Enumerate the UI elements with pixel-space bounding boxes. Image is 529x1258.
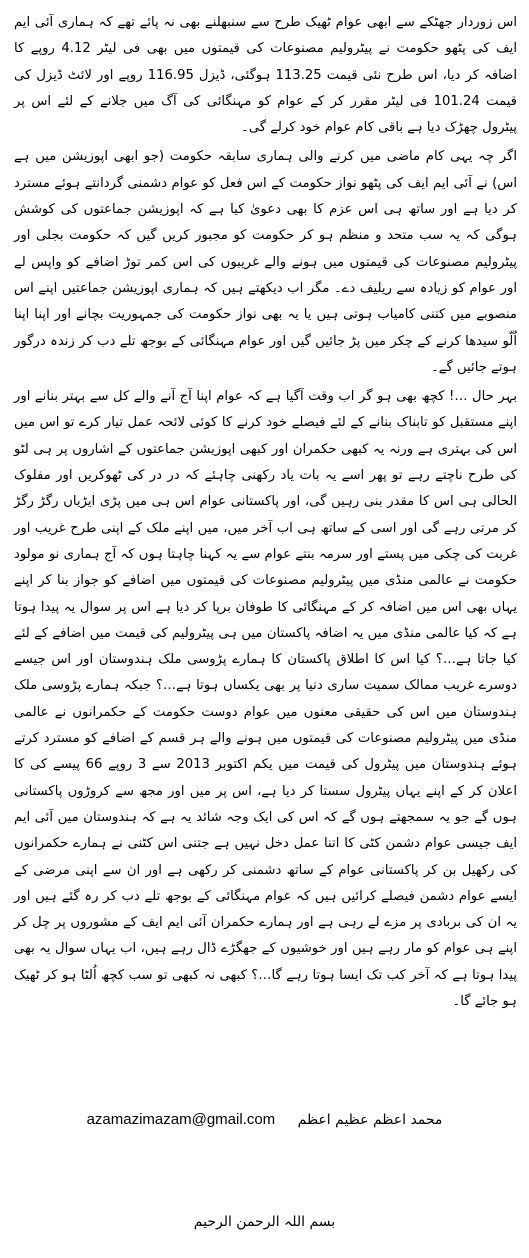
author-signature (0, 1110, 529, 1130)
article-paragraph: اس زوردار جھٹکے سے ابھی عوام ٹھیک طرح سے سنبھلنے بھی نہ پائے تھے کہ ہماری آئی ایم ایف کی پٹھو حکومت نے پیٹرولیم مصنوعات کی قیمتوں میں بھی فی لیٹر 4.12 روپے کا اضافہ کر دیا، اس طرح نئی قیمت 113.25 ہوگئی، ڈیزل 116.95 روپے اور لائٹ ڈیزل کی قیمت 101.24 فی لیٹر مقرر کر کے عوام کو مہنگائی کی آگ میں جلانے کے لئے اس پر پیٹرول چھڑک دیا ہے باقی کام عوام خود کرلے گی۔ (14, 15, 518, 136)
author-email[interactable]: azamazimazam@gmail.com (86, 1111, 276, 1128)
bismillah-text: بسم اللہ الرحمن الرحیم (193, 1214, 336, 1230)
article-paragraph: اگر چہ یہی کام ماضی میں کرنے والی ہماری سابقہ حکومت (جو ابھی اپوزیشن میں ہے اس) نے آئی ایم ایف کی پٹھو نواز حکومت کے اس فعل کو عوام دشمنی گردانتے ہوئے مسترد کر دیا ہے اور ساتھ ہی اس عزم کا بھی دعویٰ کیا ہے کہ اپوزیشن جماعتوں کی کوشش ہوگی کہ یہ سب متحد و منظم ہو کر حکومت کو مجبور کریں گیں کہ حکومت بجلی اور پیٹرولیم مصنوعات کی قیمتوں میں ہونے والے غریبوں کی اس کمر توڑ اضافے کو واپس لے اور عوام کو زیادہ سے ریلیف دے۔ مگر اب دیکھتے ہیں کہ ہماری اپوزیشن جماعتیں اپنے اس منصوبے میں کتنی کامیاب ہوتی ہیں یا یہ بھی نواز حکومت کی جمہوریت بچانے اور اپنا اپنا اُلّو سیدھا کرنے کے چکر میں پڑ جائیں گیں اور عوام مہنگائی کے بوجھ تلے دب کر زندہ درگور ہوتے جائیں گے۔ (14, 149, 517, 375)
article-body (14, 10, 517, 1015)
article-paragraph: بہر حال …! کچھ بھی ہو گر اب وقت آگیا ہے کہ عوام اپنا آج آنے والے کل سے بہتر بنانے اور اپنے مستقبل کو تابناک بنانے کے لئے فیصلے خود کرنے کا کوئی لائحہ عمل تیار کرے تو اس میں اس کی بہتری ہے ورنہ یہ کبھی حکمران اور کبھی اپوزیشن جماعتوں کے اشاروں پر ہی لٹو کی طرح ناچتے رہے تو پھر اسے یہ بات یاد رکھنی چاہئے کہ در در کی ٹھوکریں اور مفلوک الحالی ہی اس کا مقدر بنی رہیں گی، اور پاکستانی عوام اس ہی میں پڑی ایڑیاں رگڑ رگڑ کر مرتی رہے گی اور اسی کے ساتھ ہی اب آخر میں، میں اپنے ملک کے اپنی طرح غریب اور غربت کی چکی میں پستے اور سرمہ بنتے عوام سے یہ کہنا چاہتا ہوں کہ آج ہماری نو مولود حکومت نے عالمی منڈی میں پیٹرولیم مصنوعات کی قیمتوں میں اضافے کو جواز بنا کر اپنے یہاں بھی اس میں اضافہ کر کے مہنگائی کا طوفان برپا کر دیا ہے اس پر سوال یہ پیدا ہوتا ہے کہ کیا عالمی منڈی میں یہ اضافہ پاکستان میں ہی پیٹرولیم کی قیمت میں اضافے کے لئے کیا جاتا ہے…؟ کیا اس کا اطلاق پاکستان کا ہمارے پڑوسی ملک ہندوستان اور اس جیسے دوسرے غریب ممالک سمیت ساری دنیا پر بھی یکساں ہوتا ہے…؟ جبکہ ہمارے پڑوسی ملک ہندوستان میں اس کی حقیقی معنوں میں عوام دوست حکومت کے حکمرانوں نے عالمی منڈی میں پیٹرولیم مصنوعات کی قیمتوں میں ہونے والے ہر قسم کے اضافے کو مسترد کرتے ہوئے ہندوستان میں پیٹرول کی قیمت میں یکم اکتوبر 2013 سے 3 روپے 66 پیسے کی کا اعلان کر کے اپنے یہاں پیٹرول سستا کر دیا ہے، اس پر میں اور مجھ سے کروڑوں پاکستانی ہوں گے جو یہ سمجھتے ہوں گے کہ اس کی ایک وجہ شائد یہ ہے کہ ہندوستان میں آئی ایم ایف جیسی عوام دشمن کٹی کا اتنا عمل دخل نہیں ہے جتنی اس کٹنی نے ہمارے حکمرانوں کی رکھیل بن کر پاکستانی عوام کے ساتھ دشمنی کر رکھی ہے اور ان سے اپنی مرضی کے ایسے عوام دشمن فیصلے کرائیں ہیں کہ عوام مہنگائی کے بوجھ تلے دب کر رہ گئے ہیں اور یہ ان کی بربادی پر مزے لے رہی ہے اور ہمارے حکمران آئی ایم ایف کے مشوروں پر چل کر اپنے ہی عوام کو مار رہے ہیں اور خوشیوں کے جھگڑے ڈال رہے ہیں، اب یہاں سوال یہ بھی پیدا ہوتا ہے کہ آخر کب تک ایسا ہوتا رہے گا…؟ کبھی نہ کبھی تو سب کچھ اُلٹا ہو کر ٹھیک ہو جائے گا۔ (14, 389, 517, 1009)
author-name: محمد اعظم عظیم اعظم (297, 1112, 443, 1128)
